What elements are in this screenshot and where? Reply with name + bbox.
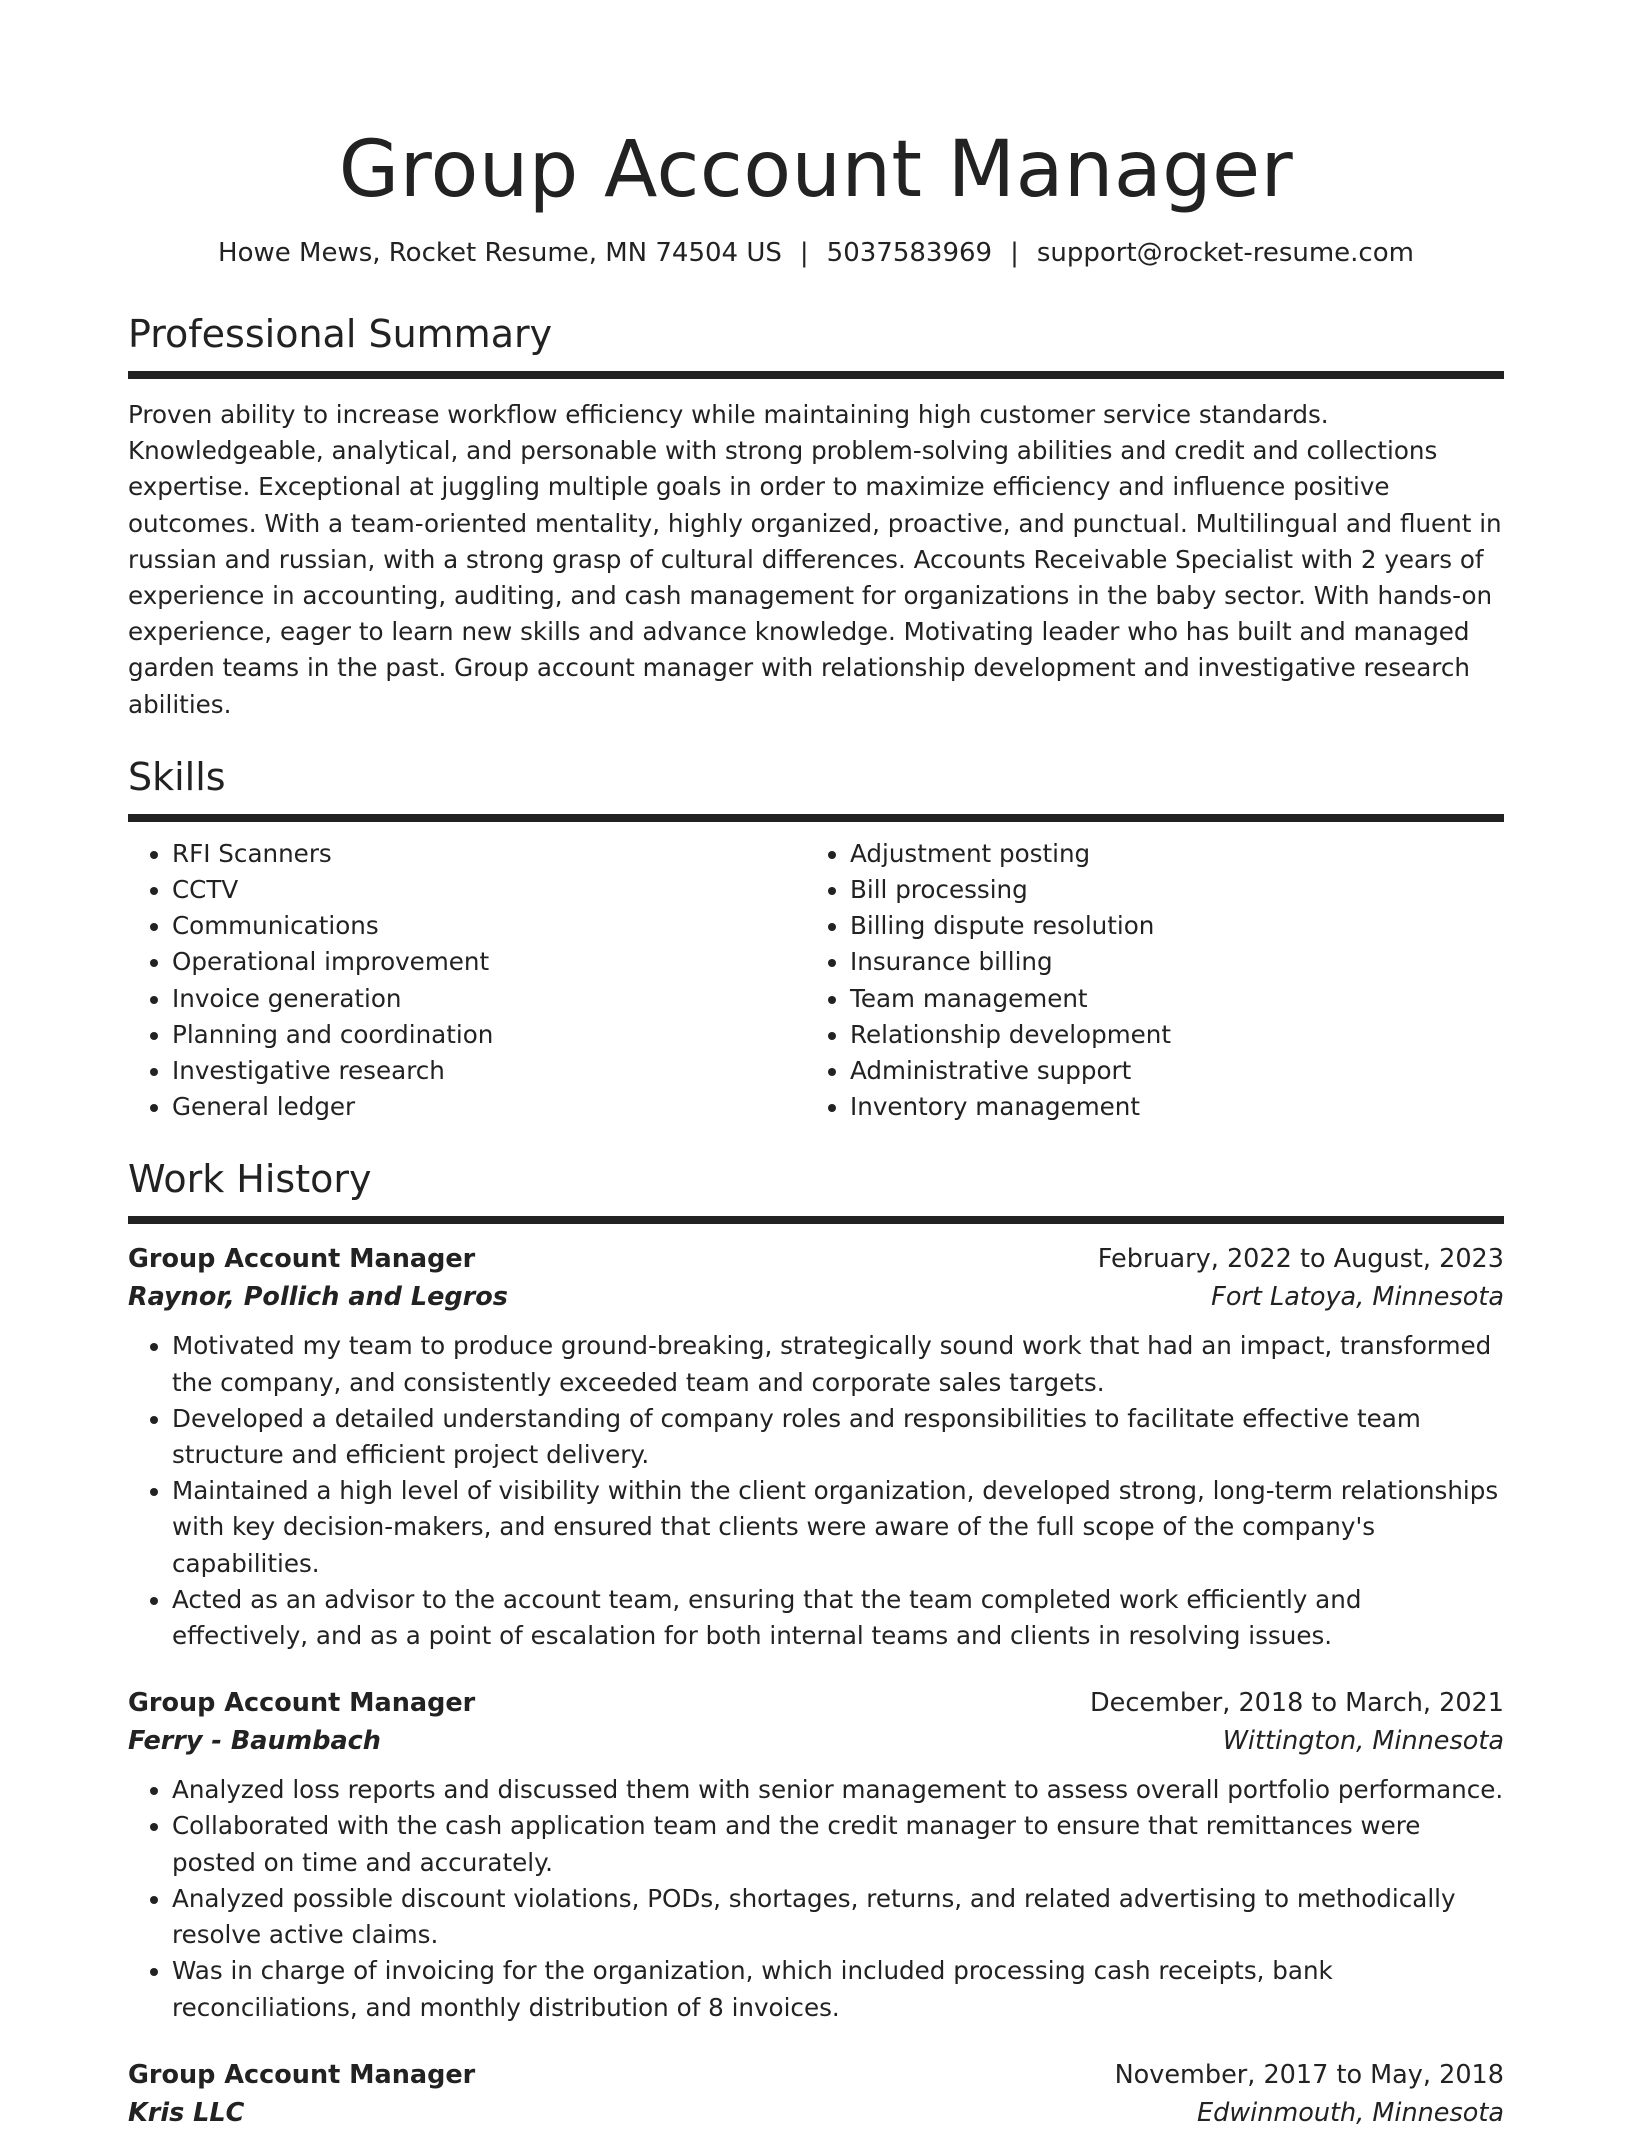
- job-title: Group Account Manager: [128, 2059, 476, 2090]
- job-header-row: [128, 1240, 1504, 1278]
- skill-item: • Team management: [850, 981, 1484, 1017]
- skill-item: • Billing dispute resolution: [850, 908, 1484, 944]
- job-bullet: • Developed a detailed understanding of company roles and responsibilities to facilitate effective team structure and efficient project delivery.: [172, 1401, 1504, 1473]
- job-company: Raynor, Pollich and Legros: [128, 1282, 508, 1313]
- job-entry: [128, 2056, 1504, 2132]
- job-bullet: • Analyzed possible discount violations, PODs, shortages, returns, and related advertising to methodically resolve active claims.: [172, 1881, 1504, 1953]
- contact-email: support@rocket-resume.com: [1036, 238, 1414, 268]
- section-title-skills: Skills: [128, 754, 226, 799]
- job-subheader-row: [128, 2094, 1504, 2132]
- job-company: Kris LLC: [128, 2097, 245, 2128]
- skill-item: • General ledger: [172, 1089, 806, 1125]
- job-bullets: [128, 1772, 1504, 2025]
- skill-item: • CCTV: [172, 872, 806, 908]
- summary-text: Proven ability to increase workflow efficiency while maintaining high customer service standards. Knowledgeable, analytical, and personable with strong problem-solving abilities and credit and collections expertise. Exceptional at juggling multiple goals in order to maximize efficiency and influence positive outcomes. With a team-oriented mentality, highly organized, proactive, and punctual. Multilingual and fluent in russian and russian, with a strong grasp of cultural differences. Accounts Receivable Specialist with 2 years of experience in accounting, auditing, and cash management for organizations in the baby sector. With hands-on experience, eager to learn new skills and advance knowledge. Motivating leader who has built and managed garden teams in the past. Group account manager with relationship development and investigative research abilities.: [128, 400, 1502, 719]
- job-subheader-row: [128, 1722, 1504, 1760]
- job-company: Ferry - Baumbach: [128, 1726, 381, 1757]
- job-bullet: • Analyzed loss reports and discussed them with senior management to assess overall portfolio performance.: [172, 1772, 1504, 1808]
- contact-line: [128, 236, 1504, 270]
- job-bullets: [128, 1328, 1504, 1654]
- contact-separator: |: [799, 238, 809, 268]
- contact-separator: |: [1010, 238, 1019, 268]
- job-entry: [128, 1240, 1504, 1654]
- contact-phone: 5037583969: [826, 238, 993, 268]
- job-bullet: • Maintained a high level of visibility within the client organization, developed strong, long-term relationships with key decision-makers, and ensured that clients were aware of the full scope of the company's capabilities.: [172, 1473, 1504, 1582]
- skill-item: • Inventory management: [850, 1089, 1484, 1125]
- skill-item: • Adjustment posting: [850, 836, 1484, 872]
- skill-item: • Operational improvement: [172, 944, 806, 980]
- section-divider: [128, 1216, 1504, 1224]
- skill-item: • Administrative support: [850, 1053, 1484, 1089]
- job-dates: February, 2022 to August, 2023: [1097, 1244, 1504, 1275]
- job-bullet: • Was in charge of invoicing for the organization, which included processing cash receipts, bank reconciliations, and monthly distribution of 8 invoices.: [172, 1953, 1504, 2025]
- skills-column-right: [806, 836, 1484, 1126]
- job-header-row: [128, 2056, 1504, 2094]
- job-title: Group Account Manager: [128, 1688, 476, 1719]
- skill-item: • Invoice generation: [172, 981, 806, 1017]
- resume-name: Group Account Manager: [338, 125, 1294, 215]
- job-dates: December, 2018 to March, 2021: [1090, 1688, 1504, 1719]
- job-bullet: • Acted as an advisor to the account team, ensuring that the team completed work efficiently and effectively, and as a point of escalation for both internal teams and clients in resolving issues.: [172, 1582, 1504, 1654]
- job-bullet: • Motivated my team to produce ground-breaking, strategically sound work that had an impact, transformed the company, and consistently exceeded team and corporate sales targets.: [172, 1328, 1504, 1400]
- skills-column-left: [128, 836, 806, 1126]
- section-title-work-history: Work History: [128, 1157, 372, 1202]
- job-subheader-row: [128, 1278, 1504, 1316]
- skill-item: • Relationship development: [850, 1017, 1484, 1053]
- skill-item: • RFI Scanners: [172, 836, 806, 872]
- section-divider: [128, 814, 1504, 822]
- skill-item: • Investigative research: [172, 1053, 806, 1089]
- job-bullet: • Collaborated with the cash application team and the credit manager to ensure that remittances were posted on time and accurately.: [172, 1808, 1504, 1880]
- job-dates: November, 2017 to May, 2018: [1114, 2059, 1504, 2090]
- skill-item: • Bill processing: [850, 872, 1484, 908]
- section-divider: [128, 371, 1504, 379]
- skills-list: [128, 836, 1504, 1126]
- resume-page: [128, 0, 1504, 2132]
- section-title-summary: Professional Summary: [128, 312, 553, 356]
- job-location: Fort Latoya, Minnesota: [1211, 1282, 1504, 1313]
- job-location: Edwinmouth, Minnesota: [1197, 2097, 1504, 2128]
- skill-item: • Insurance billing: [850, 944, 1484, 980]
- skill-item: • Planning and coordination: [172, 1017, 806, 1053]
- job-location: Wittington, Minnesota: [1222, 1726, 1504, 1757]
- job-entry: [128, 1684, 1504, 2025]
- job-header-row: [128, 1684, 1504, 1722]
- skill-item: • Communications: [172, 908, 806, 944]
- contact-address: Howe Mews, Rocket Resume, MN 74504 US: [218, 238, 782, 268]
- job-title: Group Account Manager: [128, 1244, 476, 1275]
